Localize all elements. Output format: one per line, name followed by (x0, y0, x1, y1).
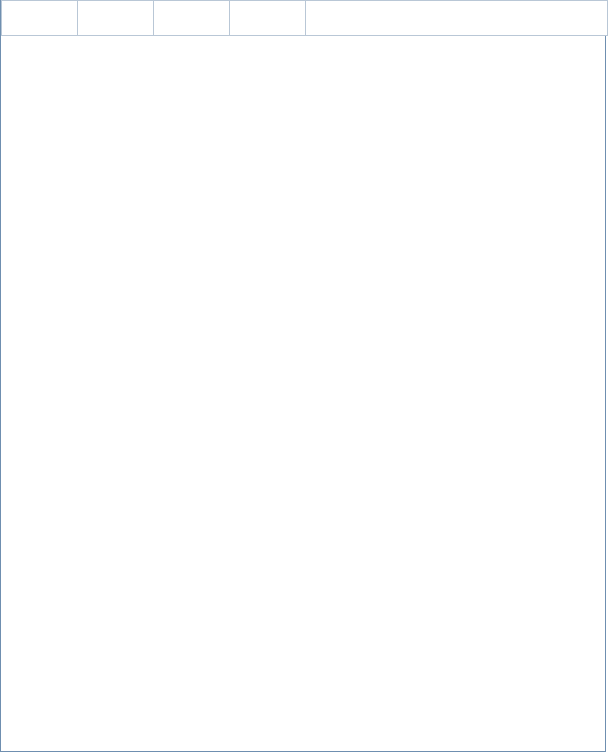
table-header-row (2, 1, 608, 36)
header-2018 (78, 1, 154, 36)
exam-analysis-table (1, 0, 608, 36)
header-remark (306, 1, 608, 36)
header-2019 (154, 1, 230, 36)
header-corner-cell (2, 1, 78, 36)
header-2020 (230, 1, 306, 36)
